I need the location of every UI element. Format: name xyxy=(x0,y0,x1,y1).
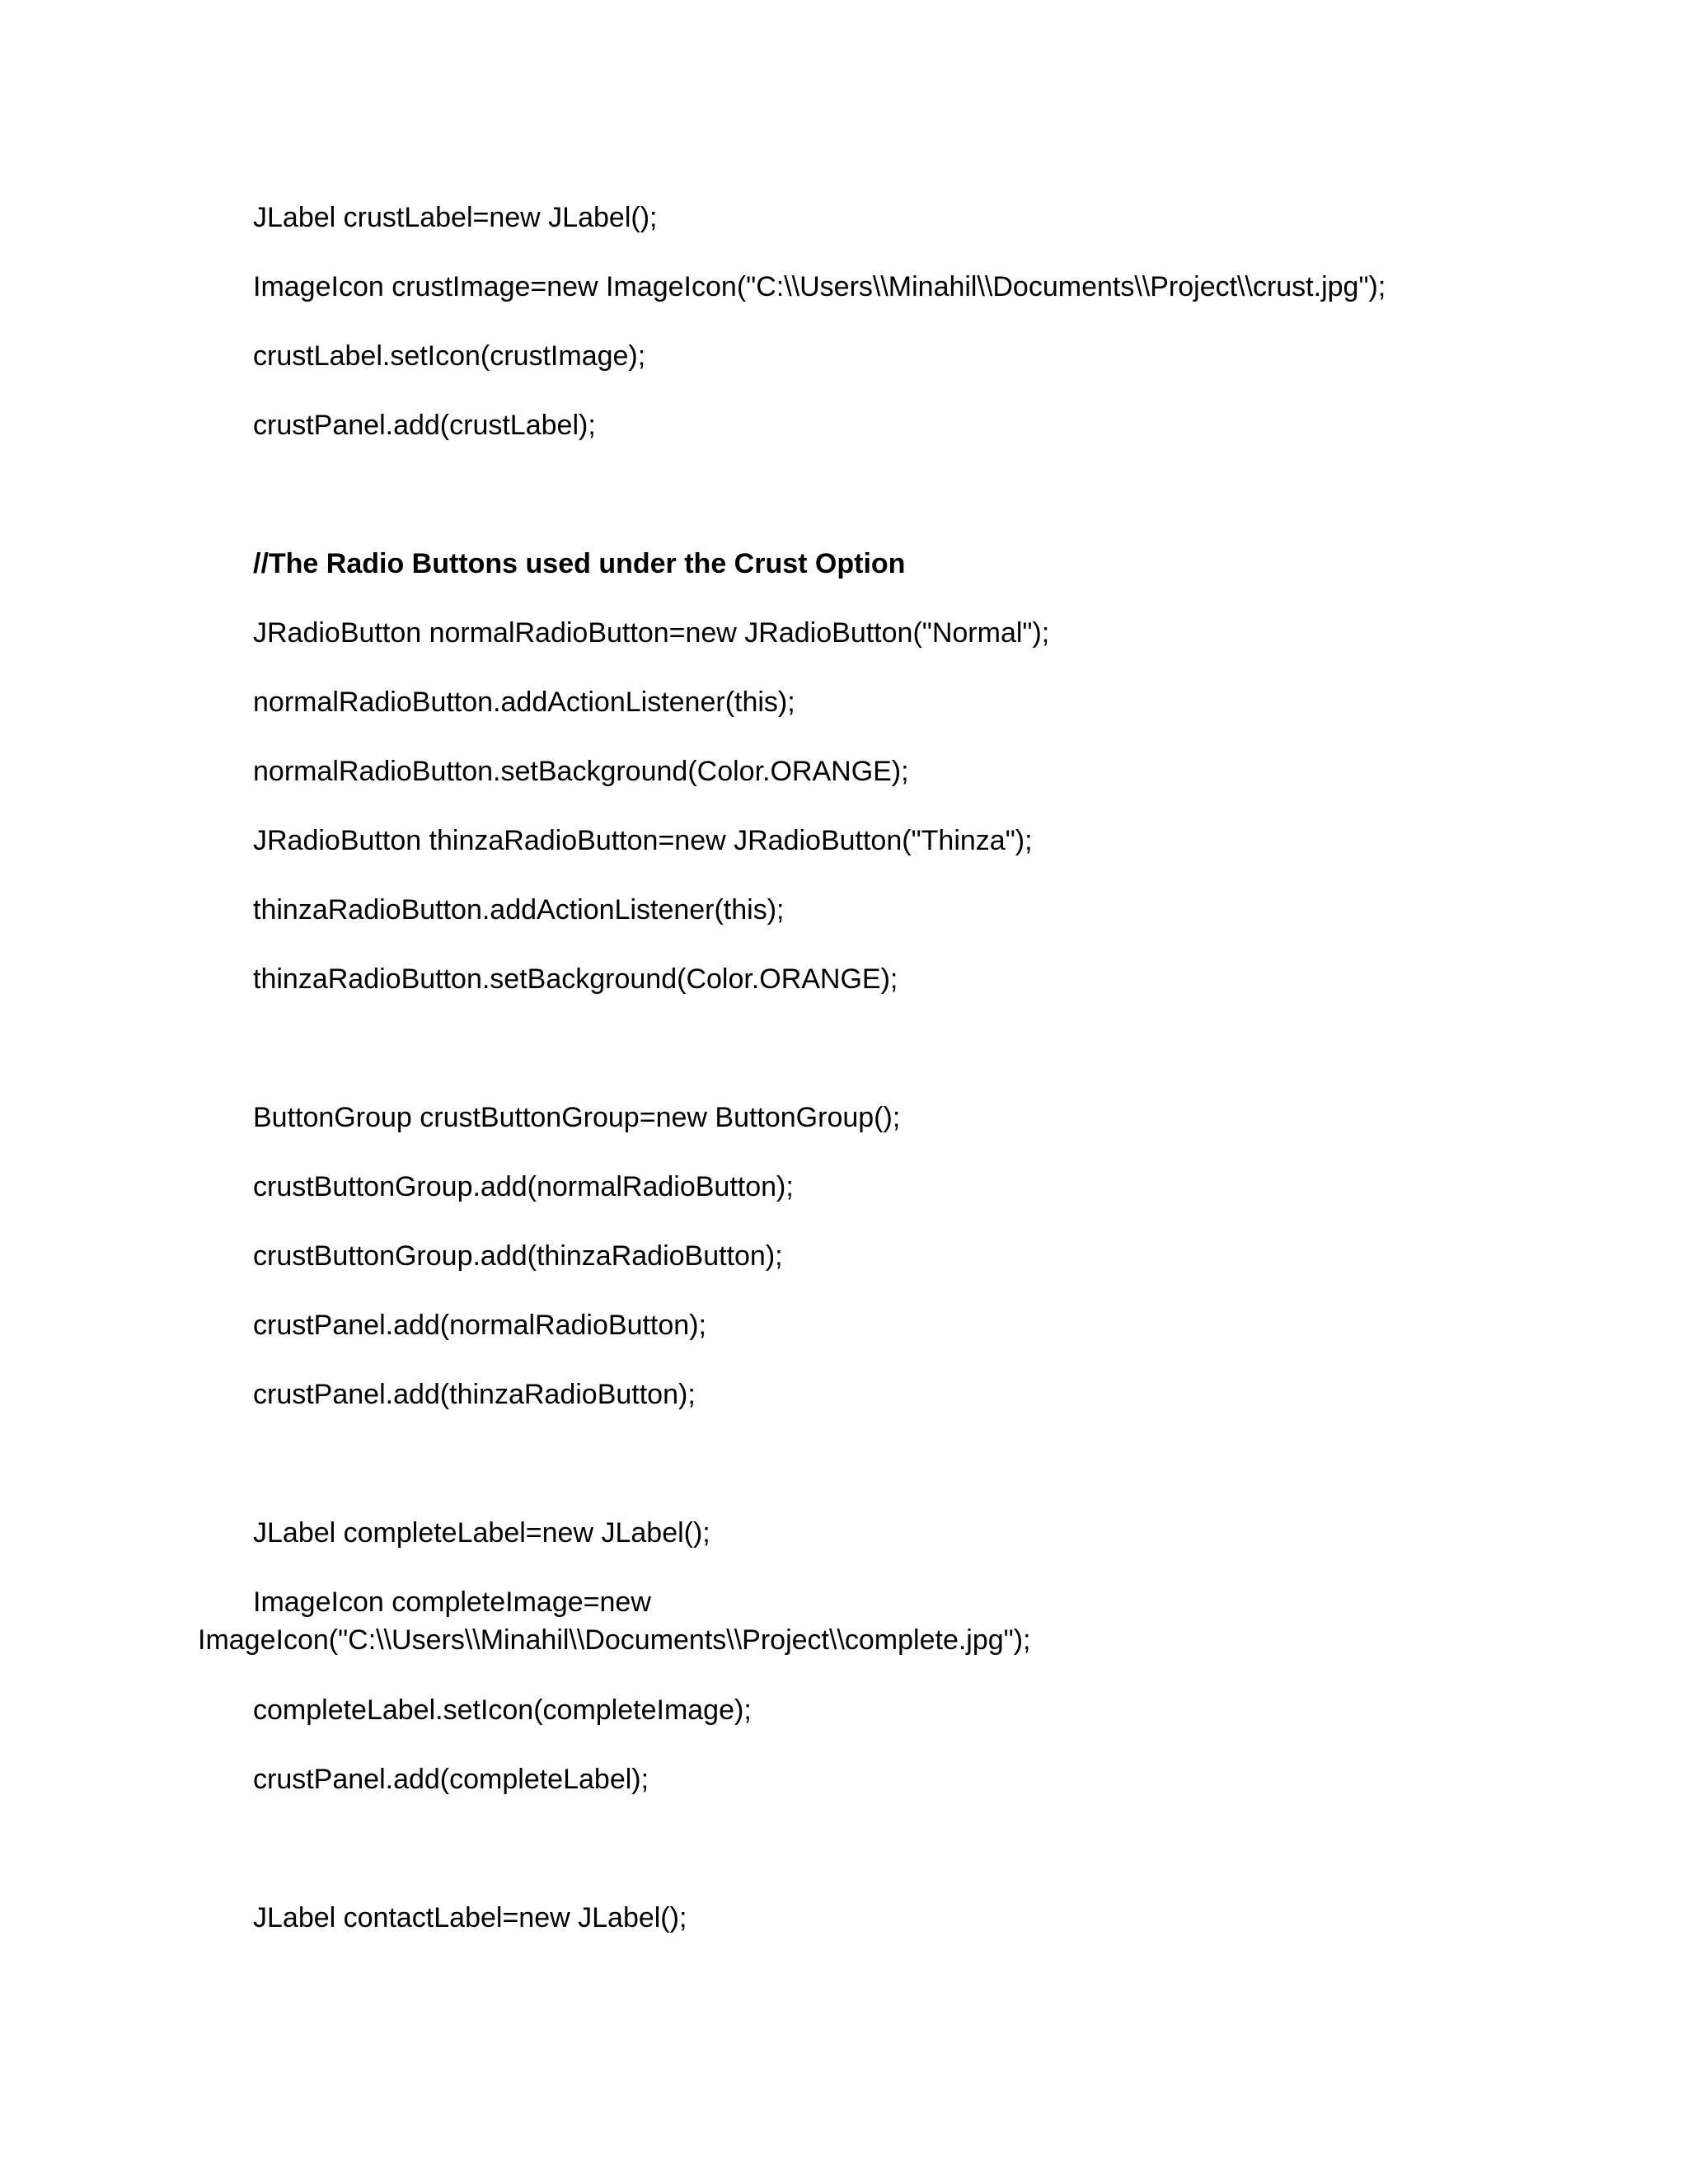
code-comment: //The Radio Buttons used under the Crust Option xyxy=(253,548,906,579)
code-line: normalRadioButton.addActionListener(this); xyxy=(253,687,795,718)
code-line: JLabel contactLabel=new JLabel(); xyxy=(253,1902,687,1933)
code-line: ImageIcon crustImage=new ImageIcon("C:\\Users\\Minahil\\Documents\\Project\\crust.jpg"); xyxy=(253,271,1386,302)
code-line: crustButtonGroup.add(normalRadioButton); xyxy=(253,1171,794,1202)
code-line: thinzaRadioButton.setBackground(Color.ORANGE); xyxy=(253,963,898,995)
code-line: crustPanel.add(normalRadioButton); xyxy=(253,1310,706,1341)
code-line: crustPanel.add(thinzaRadioButton); xyxy=(253,1379,696,1410)
code-line: JLabel completeLabel=new JLabel(); xyxy=(253,1517,710,1549)
code-line: thinzaRadioButton.addActionListener(this); xyxy=(253,894,785,926)
code-line: JRadioButton thinzaRadioButton=new JRadioButton("Thinza"); xyxy=(253,825,1033,856)
code-line: ImageIcon completeImage=new xyxy=(253,1586,651,1618)
code-line: completeLabel.setIcon(completeImage); xyxy=(253,1694,752,1726)
code-line: crustButtonGroup.add(thinzaRadioButton); xyxy=(253,1240,783,1272)
code-line: crustPanel.add(completeLabel); xyxy=(253,1764,649,1795)
code-line: crustLabel.setIcon(crustImage); xyxy=(253,340,646,372)
code-line-continuation: ImageIcon("C:\\Users\\Minahil\\Documents\\Project\\complete.jpg"); xyxy=(198,1624,1031,1656)
code-line: JRadioButton normalRadioButton=new JRadioButton("Normal"); xyxy=(253,617,1050,649)
code-line: normalRadioButton.setBackground(Color.ORANGE); xyxy=(253,756,909,787)
code-line: ButtonGroup crustButtonGroup=new ButtonGroup(); xyxy=(253,1102,901,1133)
code-line: JLabel crustLabel=new JLabel(); xyxy=(253,202,658,233)
code-line: crustPanel.add(crustLabel); xyxy=(253,410,596,441)
